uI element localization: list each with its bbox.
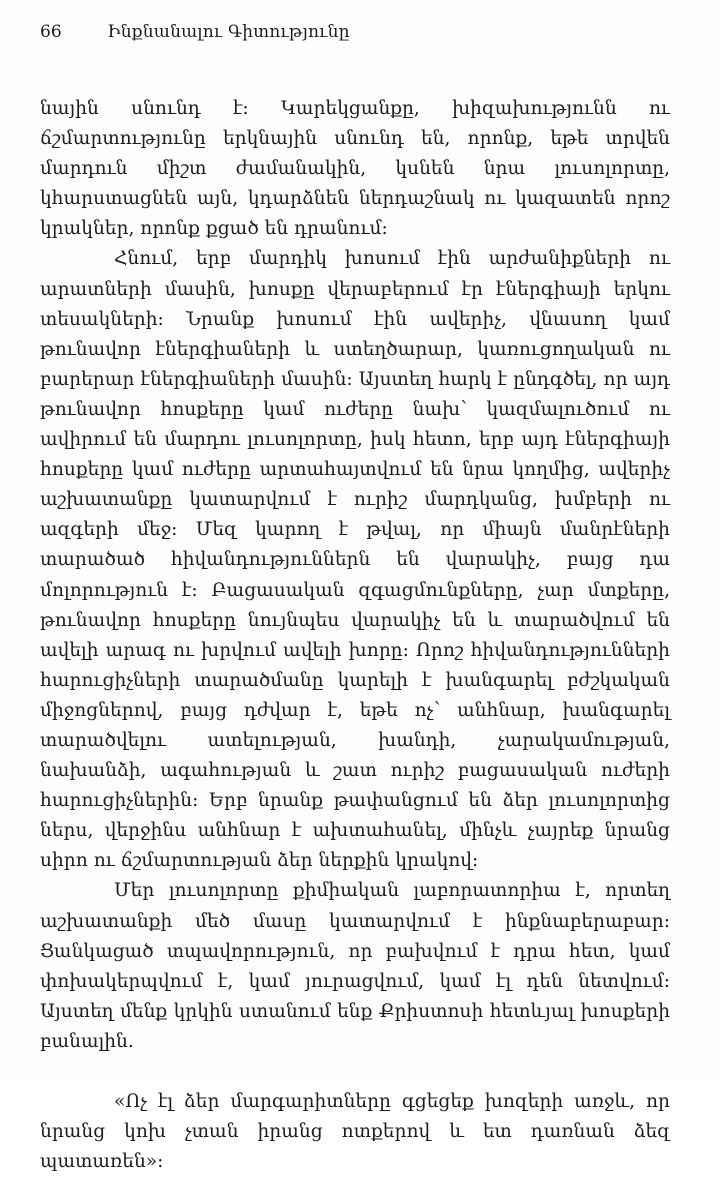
quotation: «Ոչ էլ ձեր մարգարիտները գցեցեք խոզերի առջև, որ նրանց կոխ չտան իրանց ոտքերով և ետ դառնան ձեզ պատառեն»: xyxy=(40,1091,670,1173)
body-text xyxy=(40,94,670,1177)
paragraph: Հնում, երբ մարդիկ խոսում էին արժանիքների ու արատների մասին, խոսքը վերաբերում էր էներգիայի երկու տեսակների: Նրանք խոսում էին ավերիչ, վնասող կամ թունավոր էներգիաների և ստեղծարար, կառուցողական ու բարերար էներգիաների մասին: Այստեղ հարկ է ընդգծել, որ այդ թունավոր հոսքերը կամ ուժերը նախ՝ կազմալուծում ու ավիրում են մարդու լուսոլորտը, իսկ հետո, երբ այդ էներգիայի հոսքերը կամ ուժերը արտահայտվում են նրա կողմից, ավերիչ աշխատանքը կատարվում է ուրիշ մարդկանց, խմբերի ու ազգերի մեջ: Մեզ կարող է թվալ, որ միայն մանրէների տարածած հիվանդություններն են վարակիչ, բայց դա մոլորություն է: Բացասական զգացմունքները, չար մտքերը, թունավոր հոսքերը նույնպես վարակիչ են և տարածվում են ավելի արագ ու խրվում ավելի խորը: Որոշ հիվանդությունների հարուցիչների տարածմանը կարելի է խանգարել բժշկական միջոցներով, բայց դժվար է, եթե ոչ՝ անհնար, խանգարել տարածվելու ատելության, խանդի, չարակամության, նախանձի, ագահության և շատ ուրիշ բացասական ուժերի հարուցիչներին: Երբ նրանք թափանցում են ձեր լուսոլորտից ներս, վերջինս անհնար է ախտահանել, մինչև չայրեք նրանց սիրո ու ճշմարտության ձեր ներքին կրակով: xyxy=(40,248,670,872)
paragraph-continued: նային սնունդ է: Կարեկցանքը, խիզախությունն ու ճշմարտությունը երկնային սնունդ են, որոնք, եթե տրվեն մարդուն միշտ ժամանակին, կսնեն նրա լուսոլորտը, կհարստացնեն այն, կդարձնեն ներդաշնակ ու կազատեն որոշ կրակներ, որոնք քցած են դրանում: xyxy=(40,98,670,240)
running-title: Ինքնանալու Գիտությունը xyxy=(107,22,350,42)
paragraph: Մեր լուսոլորտը քիմիական լաբորատորիա է, որտեղ աշխատանքի մեծ մասը կատարվում է ինքնաբերաբար: Ցանկացած տպավորություն, որ բախվում է դրա հետ, կամ փոխակերպվում է, կամ յուրացվում, կամ էլ դեն նետվում: Այստեղ մենք կրկին ստանում ենք Քրիստոսի հետևյալ խոսքերի բանալին. xyxy=(40,880,670,1052)
page-number: 66 xyxy=(40,22,62,42)
running-head xyxy=(40,18,660,46)
